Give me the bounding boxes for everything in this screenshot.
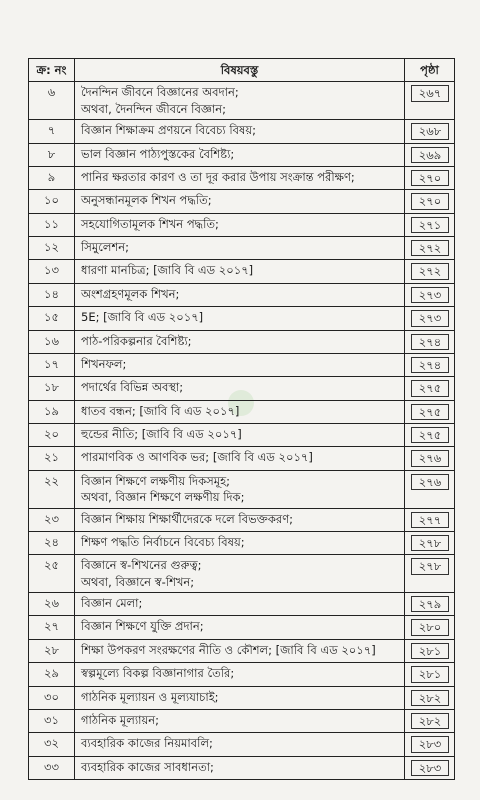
- row-page-cell: [405, 400, 455, 423]
- header-page: পৃষ্ঠা: [405, 59, 455, 82]
- row-subject: [75, 756, 405, 779]
- row-page-cell: [405, 424, 455, 447]
- row-subject: [75, 353, 405, 376]
- row-page-cell: [405, 616, 455, 639]
- row-number: ২১: [29, 447, 75, 470]
- row-number: ১৮: [29, 377, 75, 400]
- table-of-contents: [28, 58, 455, 780]
- page-number: ২৬৮: [411, 123, 449, 139]
- row-subject: [75, 508, 405, 531]
- row-subject: [75, 237, 405, 260]
- row-page-cell: [405, 82, 455, 120]
- row-subject: [75, 283, 405, 306]
- row-number: ১৫: [29, 307, 75, 330]
- row-number: ২৫: [29, 555, 75, 593]
- subject-text: ভাল বিজ্ঞান পাঠ্যপুস্তকের বৈশিষ্ট্য;: [81, 146, 235, 161]
- page-number: ২৮০: [411, 619, 449, 635]
- page-number: ২৭১: [411, 217, 449, 233]
- subject-text: পানির ক্ষরতার কারণ ও তা দূর করার উপায় সংক্রান্ত পরীক্ষণ;: [81, 169, 355, 184]
- row-subject: [75, 686, 405, 709]
- row-page-cell: [405, 593, 455, 616]
- subject-text: সিমুলেশন;: [81, 240, 130, 254]
- row-page-cell: [405, 190, 455, 213]
- row-subject: [75, 400, 405, 423]
- page-number: ২৭৫: [411, 380, 449, 396]
- row-page-cell: [405, 213, 455, 236]
- row-number: ৯: [29, 166, 75, 189]
- table-row: [29, 733, 455, 756]
- table-row: [29, 260, 455, 283]
- table-row: [29, 213, 455, 236]
- row-subject: [75, 307, 405, 330]
- row-number: ২৯: [29, 663, 75, 686]
- row-page-cell: [405, 639, 455, 662]
- table-row: [29, 237, 455, 260]
- page-number: ২৮২: [411, 690, 449, 706]
- subject-text: বিজ্ঞান শিক্ষণে যুক্তি প্রদান;: [81, 619, 204, 634]
- subject-alt-text: অথবা, দৈনন্দিন জীবনে বিজ্ঞান;: [81, 101, 226, 116]
- table-row: [29, 330, 455, 353]
- row-subject: [75, 120, 405, 143]
- row-subject: [75, 330, 405, 353]
- page-number: ২৭৮: [411, 558, 449, 574]
- row-subject: [75, 447, 405, 470]
- page-number: ২৭৯: [411, 596, 449, 612]
- row-subject: [75, 190, 405, 213]
- row-number: ১৯: [29, 400, 75, 423]
- page-number: ২৭৭: [411, 512, 449, 528]
- subject-text: পারমাণবিক ও আণবিক ভর; [জাবি বি এড ২০১৭]: [81, 450, 313, 465]
- table-row: [29, 166, 455, 189]
- row-page-cell: [405, 283, 455, 306]
- row-number: ৬: [29, 82, 75, 120]
- page-number: ২৭৪: [411, 357, 449, 373]
- page-number: ২৭৮: [411, 535, 449, 551]
- table-row: [29, 709, 455, 732]
- table-row: [29, 82, 455, 120]
- page-number: ২৭০: [411, 193, 449, 209]
- row-number: ১২: [29, 237, 75, 260]
- row-subject: [75, 470, 405, 508]
- page-number: ২৭৫: [411, 427, 449, 443]
- row-page-cell: [405, 166, 455, 189]
- table-row: [29, 447, 455, 470]
- page-number: ২৭৫: [411, 404, 449, 420]
- row-number: ২৮: [29, 639, 75, 662]
- table-row: [29, 639, 455, 662]
- subject-text: শিক্ষণ পদ্ধতি নির্বাচনে বিবেচ্য বিষয়;: [81, 534, 245, 549]
- subject-text: শিক্ষা উপকরণ সংরক্ষণের নীতি ও কৌশল; [জাবি বি এড ২০১৭]: [81, 642, 376, 657]
- row-number: ৩১: [29, 709, 75, 732]
- subject-text: ব্যবহারিক কাজের সাবধানতা;: [81, 759, 214, 774]
- page-number: ২৮১: [411, 643, 449, 659]
- page-number: ২৬৯: [411, 147, 449, 163]
- row-page-cell: [405, 508, 455, 531]
- subject-alt-text: অথবা, বিজ্ঞান শিক্ষণে লক্ষণীয় দিক;: [81, 490, 245, 505]
- page-number: ২৭২: [411, 263, 449, 279]
- subject-text: অংশগ্রহণমূলক শিখন;: [81, 286, 180, 301]
- page-number: ২৭৬: [411, 474, 449, 490]
- table-row: [29, 283, 455, 306]
- page-number: ২৬৭: [411, 85, 449, 101]
- page-number: ২৭৪: [411, 334, 449, 350]
- table-row: [29, 143, 455, 166]
- subject-text: অনুসন্ধানমূলক শিখন পদ্ধতি;: [81, 193, 212, 208]
- subject-text: শিখনফল;: [81, 356, 127, 371]
- row-number: ২২: [29, 470, 75, 508]
- subject-text: পদার্থের বিভিন্ন অবস্থা;: [81, 380, 184, 395]
- row-page-cell: [405, 237, 455, 260]
- row-number: ২০: [29, 424, 75, 447]
- row-page-cell: [405, 377, 455, 400]
- row-number: ৩০: [29, 686, 75, 709]
- row-number: ৭: [29, 120, 75, 143]
- row-page-cell: [405, 733, 455, 756]
- row-page-cell: [405, 686, 455, 709]
- row-subject: [75, 709, 405, 732]
- row-page-cell: [405, 447, 455, 470]
- subject-text: ধাতব বন্ধন; [জাবি বি এড ২০১৭]: [81, 403, 240, 418]
- table-row: [29, 190, 455, 213]
- row-page-cell: [405, 531, 455, 554]
- row-page-cell: [405, 143, 455, 166]
- row-subject: [75, 639, 405, 662]
- subject-text: বিজ্ঞান শিক্ষণে লক্ষণীয় দিকসমূহ;: [81, 473, 231, 488]
- page-number: ২৭২: [411, 240, 449, 256]
- row-subject: [75, 616, 405, 639]
- row-number: ১১: [29, 213, 75, 236]
- page-number: ২৭৬: [411, 450, 449, 466]
- row-subject: [75, 377, 405, 400]
- row-page-cell: [405, 756, 455, 779]
- row-subject: [75, 663, 405, 686]
- row-page-cell: [405, 555, 455, 593]
- table-row: [29, 663, 455, 686]
- subject-text: 5E; [জাবি বি এড ২০১৭]: [81, 310, 204, 325]
- header-subject: বিষয়বস্তু: [75, 59, 405, 82]
- page-number: ২৮৩: [411, 760, 449, 776]
- subject-text: বিজ্ঞান শিক্ষাক্রম প্রণয়নে বিবেচ্য বিষয়;: [81, 123, 256, 138]
- toc-body: [29, 82, 455, 780]
- row-page-cell: [405, 663, 455, 686]
- row-number: ২৭: [29, 616, 75, 639]
- subject-text: বিজ্ঞান মেলা;: [81, 596, 143, 610]
- table-row: [29, 120, 455, 143]
- row-subject: [75, 213, 405, 236]
- subject-text: ধারণা মানচিত্র; [জাবি বি এড ২০১৭]: [81, 263, 254, 278]
- row-number: ৮: [29, 143, 75, 166]
- row-subject: [75, 531, 405, 554]
- subject-alt-text: অথবা, বিজ্ঞানে স্ব-শিখন;: [81, 574, 195, 589]
- row-number: ১৪: [29, 283, 75, 306]
- row-page-cell: [405, 260, 455, 283]
- subject-text: সহযোগিতামূলক শিখন পদ্ধতি;: [81, 216, 219, 231]
- row-number: ১৬: [29, 330, 75, 353]
- row-subject: [75, 260, 405, 283]
- row-page-cell: [405, 330, 455, 353]
- table-row: [29, 400, 455, 423]
- page-number: ২৮৩: [411, 736, 449, 752]
- subject-text: পাঠ-পরিকল্পনার বৈশিষ্ট্য;: [81, 333, 192, 348]
- row-subject: [75, 555, 405, 593]
- subject-text: বিজ্ঞানে স্ব-শিখনের গুরুত্ব;: [81, 558, 202, 573]
- table-row: [29, 555, 455, 593]
- table-row: [29, 756, 455, 779]
- table-row: [29, 686, 455, 709]
- row-number: ৩৩: [29, 756, 75, 779]
- table-row: [29, 616, 455, 639]
- row-page-cell: [405, 709, 455, 732]
- row-subject: [75, 143, 405, 166]
- row-number: ৩২: [29, 733, 75, 756]
- row-number: ১৭: [29, 353, 75, 376]
- row-page-cell: [405, 120, 455, 143]
- subject-text: ব্যবহারিক কাজের নিয়মাবলি;: [81, 736, 213, 751]
- subject-text: হুন্ডের নীতি; [জাবি বি এড ২০১৭]: [81, 427, 242, 441]
- row-page-cell: [405, 470, 455, 508]
- row-number: ২৩: [29, 508, 75, 531]
- page-number: ২৭৩: [411, 310, 449, 326]
- row-number: ২৬: [29, 593, 75, 616]
- row-page-cell: [405, 307, 455, 330]
- page-number: ২৮২: [411, 713, 449, 729]
- header-number: ক্র: নং: [29, 59, 75, 82]
- subject-text: দৈনন্দিন জীবনে বিজ্ঞানের অবদান;: [81, 85, 239, 100]
- row-number: ২৪: [29, 531, 75, 554]
- table-row: [29, 307, 455, 330]
- table-row: [29, 508, 455, 531]
- table-row: [29, 470, 455, 508]
- row-subject: [75, 593, 405, 616]
- table-row: [29, 593, 455, 616]
- row-number: ১০: [29, 190, 75, 213]
- row-subject: [75, 733, 405, 756]
- table-row: [29, 353, 455, 376]
- subject-text: স্বল্পমূল্যে বিকল্প বিজ্ঞানাগার তৈরি;: [81, 666, 235, 681]
- subject-text: গাঠনিক মূল্যায়ন;: [81, 712, 160, 727]
- row-subject: [75, 82, 405, 120]
- row-page-cell: [405, 353, 455, 376]
- row-subject: [75, 424, 405, 447]
- subject-text: বিজ্ঞান শিক্ষায় শিক্ষার্থীদেরকে দলে বিভক্তকরণ;: [81, 511, 294, 526]
- page-number: ২৭৩: [411, 287, 449, 303]
- subject-text: গাঠনিক মূল্যায়ন ও মূল্যযাচাই;: [81, 689, 219, 704]
- row-subject: [75, 166, 405, 189]
- table-row: [29, 377, 455, 400]
- page-number: ২৭০: [411, 170, 449, 186]
- row-number: ১৩: [29, 260, 75, 283]
- table-row: [29, 424, 455, 447]
- page-number: ২৮১: [411, 666, 449, 682]
- table-row: [29, 531, 455, 554]
- header-row: [29, 59, 455, 82]
